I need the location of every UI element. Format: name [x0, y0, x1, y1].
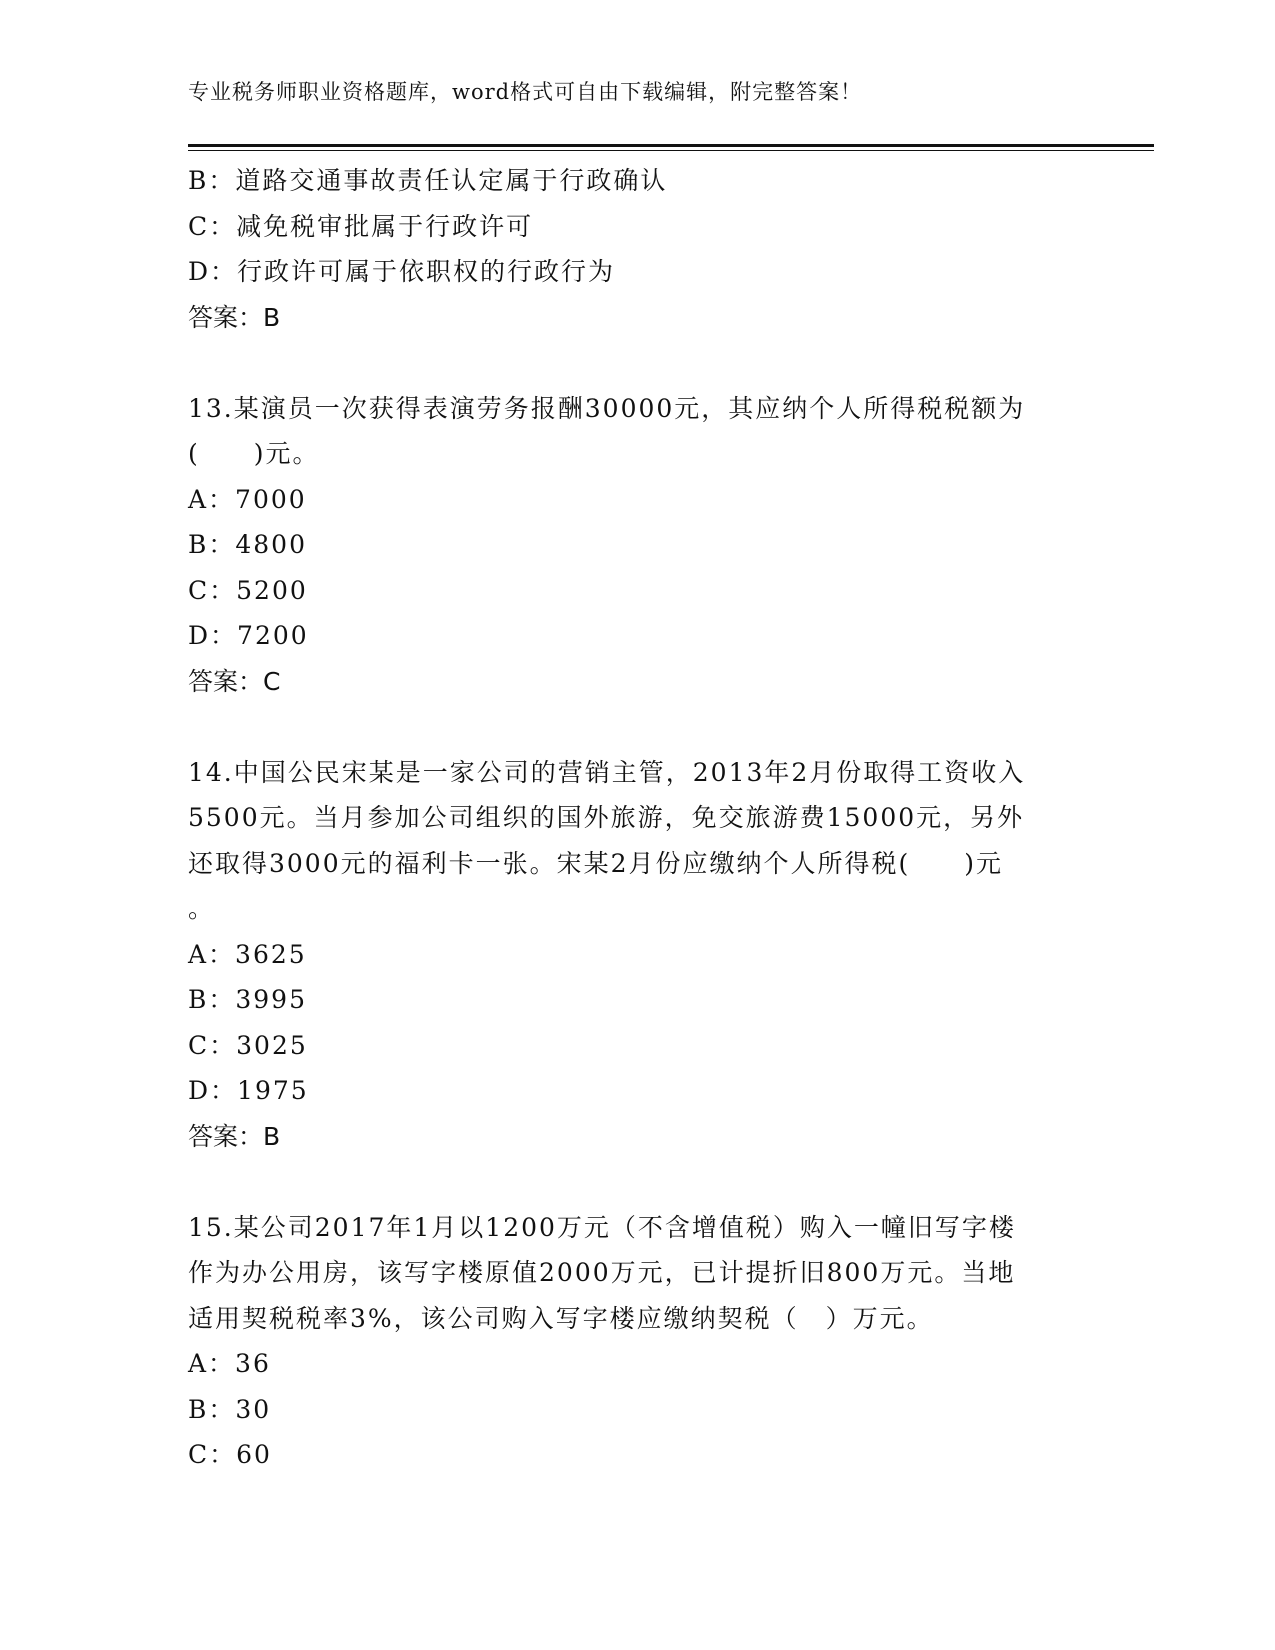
question-text-line: 14.中国公民宋某是一家公司的营销主管，2013年2月份取得工资收入 — [188, 757, 1026, 787]
option-line: C：减免税审批属于行政许可 — [188, 211, 534, 241]
question-13 — [188, 386, 1088, 705]
question-content — [188, 158, 1088, 1478]
option-line: D：1975 — [188, 1076, 309, 1105]
question-text-line: 还取得3000元的福利卡一张。宋某2月份应缴纳个人所得税( )元 — [188, 848, 1004, 878]
option-line: A：7000 — [188, 484, 307, 514]
header-rule-thick — [188, 144, 1154, 147]
option-line: C：60 — [188, 1440, 272, 1469]
answer-line: 答案：B — [188, 1121, 281, 1151]
question-text-line: 适用契税税率3%，该公司购入写字楼应缴纳契税（ ）万元。 — [188, 1303, 934, 1333]
option-line: B：30 — [188, 1394, 272, 1424]
question-14 — [188, 750, 1088, 1160]
answer-line: 答案：C — [188, 666, 281, 696]
option-line: D：7200 — [188, 621, 309, 650]
header-rule-thin — [188, 150, 1154, 151]
option-line: A：36 — [188, 1349, 271, 1378]
option-line: C：5200 — [188, 575, 308, 605]
question-text-line: 13.某演员一次获得表演劳务报酬30000元，其应纳个人所得税税额为 — [188, 393, 1026, 423]
question-text-line: ( )元。 — [188, 439, 320, 468]
option-line: B：4800 — [188, 530, 307, 559]
option-line: C：3025 — [188, 1030, 308, 1060]
page-header: 专业税务师职业资格题库，word格式可自由下载编辑，附完整答案！ — [188, 80, 863, 104]
question-text-line: 15.某公司2017年1月以1200万元（不含增值税）购入一幢旧写字楼 — [188, 1212, 1016, 1242]
option-line: B：道路交通事故责任认定属于行政确认 — [188, 166, 668, 195]
question-text-line: 作为办公用房，该写字楼原值2000万元，已计提折旧800万元。当地 — [188, 1258, 1016, 1287]
question-15 — [188, 1205, 1088, 1478]
option-line: D：行政许可属于依职权的行政行为 — [188, 257, 616, 286]
option-line: B：3995 — [188, 985, 307, 1014]
question-text-line: 5500元。当月参加公司组织的国外旅游，免交旅游费15000元，另外 — [188, 803, 1025, 832]
question-text-line: 。 — [188, 894, 216, 923]
option-line: A：3625 — [188, 939, 307, 969]
answer-line: 答案：B — [188, 302, 281, 332]
